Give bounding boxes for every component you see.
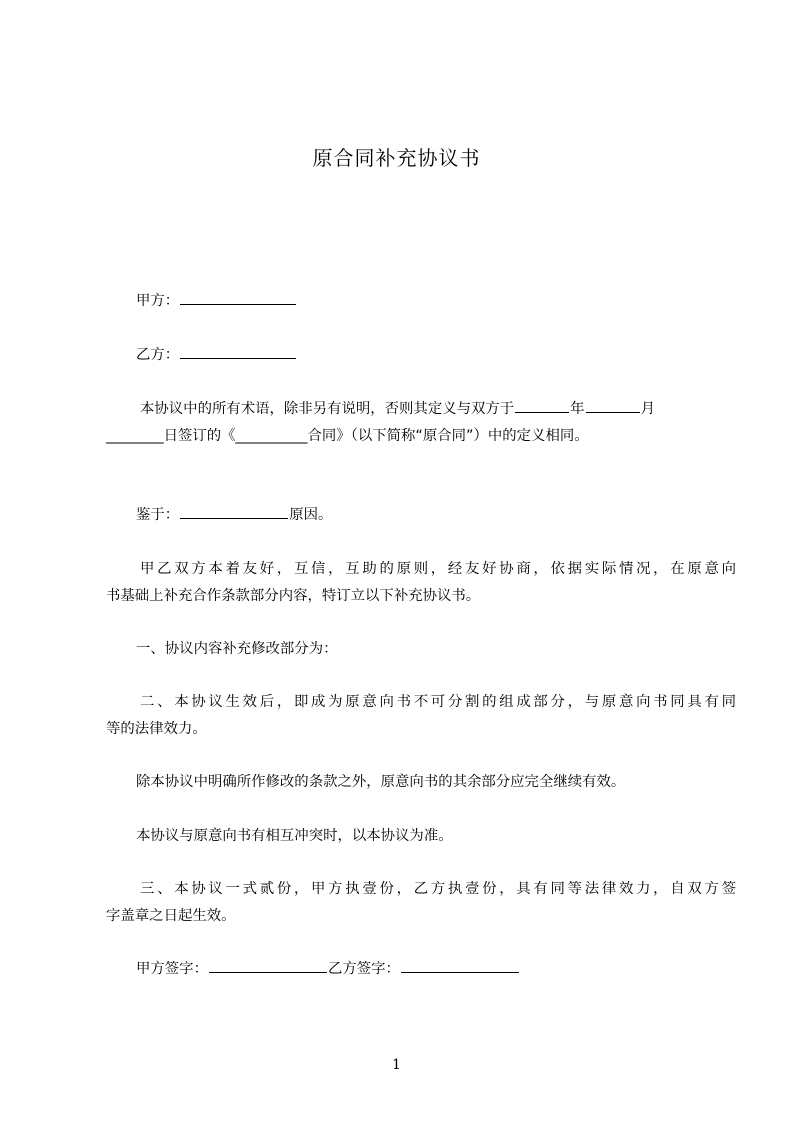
clause-3-line-2: 字盖章之日起生效。 xyxy=(106,908,236,924)
year-label: 年 xyxy=(570,401,585,417)
contract-name-blank: __________ xyxy=(235,428,308,444)
signature-line xyxy=(106,959,732,979)
whereas-suffix: 原因。 xyxy=(289,507,333,523)
party-a-line xyxy=(106,291,732,311)
clause-2-line-1: 二、本协议生效后，即成为原意向书不可分割的组成部分，与原意向书同具有同 xyxy=(140,694,736,710)
clause-2-paragraph-3: 本协议与原意向书有相互冲突时，以本协议为准。 xyxy=(136,828,453,844)
page-number: 1 xyxy=(392,1057,401,1073)
whereas-line xyxy=(106,505,732,525)
party-a-label: 甲方： xyxy=(136,293,180,309)
clause-3-line-1: 三、本协议一式贰份，甲方执壹份，乙方执壹份，具有同等法律效力，自双方签 xyxy=(140,881,736,897)
year-blank xyxy=(515,399,569,413)
clause-1: 一、协议内容补充修改部分为： xyxy=(136,641,338,657)
sign-b-label: 乙方签字： xyxy=(327,961,400,977)
whereas-label: 鉴于： xyxy=(136,507,180,523)
day-blank: ________ xyxy=(106,428,164,444)
sign-a-label: 甲方签字： xyxy=(136,961,208,977)
terms-line-2 xyxy=(106,426,702,446)
party-b-blank xyxy=(180,345,296,359)
basis-line-2: 书基础上补充合作条款部分内容，特订立以下补充协议书。 xyxy=(106,588,481,604)
terms-text-1: 本协议中的所有术语，除非另有说明，否则其定义与双方于 xyxy=(140,401,515,417)
terms-line-1 xyxy=(106,399,736,419)
party-b-line xyxy=(106,345,732,365)
sign-b-blank xyxy=(401,959,519,973)
clause-2-line-2: 等的法律效力。 xyxy=(106,721,207,737)
clause-2-paragraph-2: 除本协议中明确所作修改的条款之外，原意向书的其余部分应完全继续有效。 xyxy=(136,774,626,790)
party-b-label: 乙方： xyxy=(136,347,180,363)
party-a-blank xyxy=(180,291,296,305)
whereas-blank xyxy=(180,505,288,519)
basis-line-1: 甲乙双方本着友好，互信，互助的原则，经友好协商，依据实际情况，在原意向 xyxy=(140,561,736,577)
sign-a-blank xyxy=(209,959,327,973)
month-blank xyxy=(586,399,640,413)
terms-text-2: 日签订的《 xyxy=(163,428,236,444)
terms-text-3: 合同》（以下简称“原合同”）中的定义相同。 xyxy=(307,428,589,444)
month-label: 月 xyxy=(640,401,655,417)
document-title: 原合同补充协议书 xyxy=(312,146,481,170)
